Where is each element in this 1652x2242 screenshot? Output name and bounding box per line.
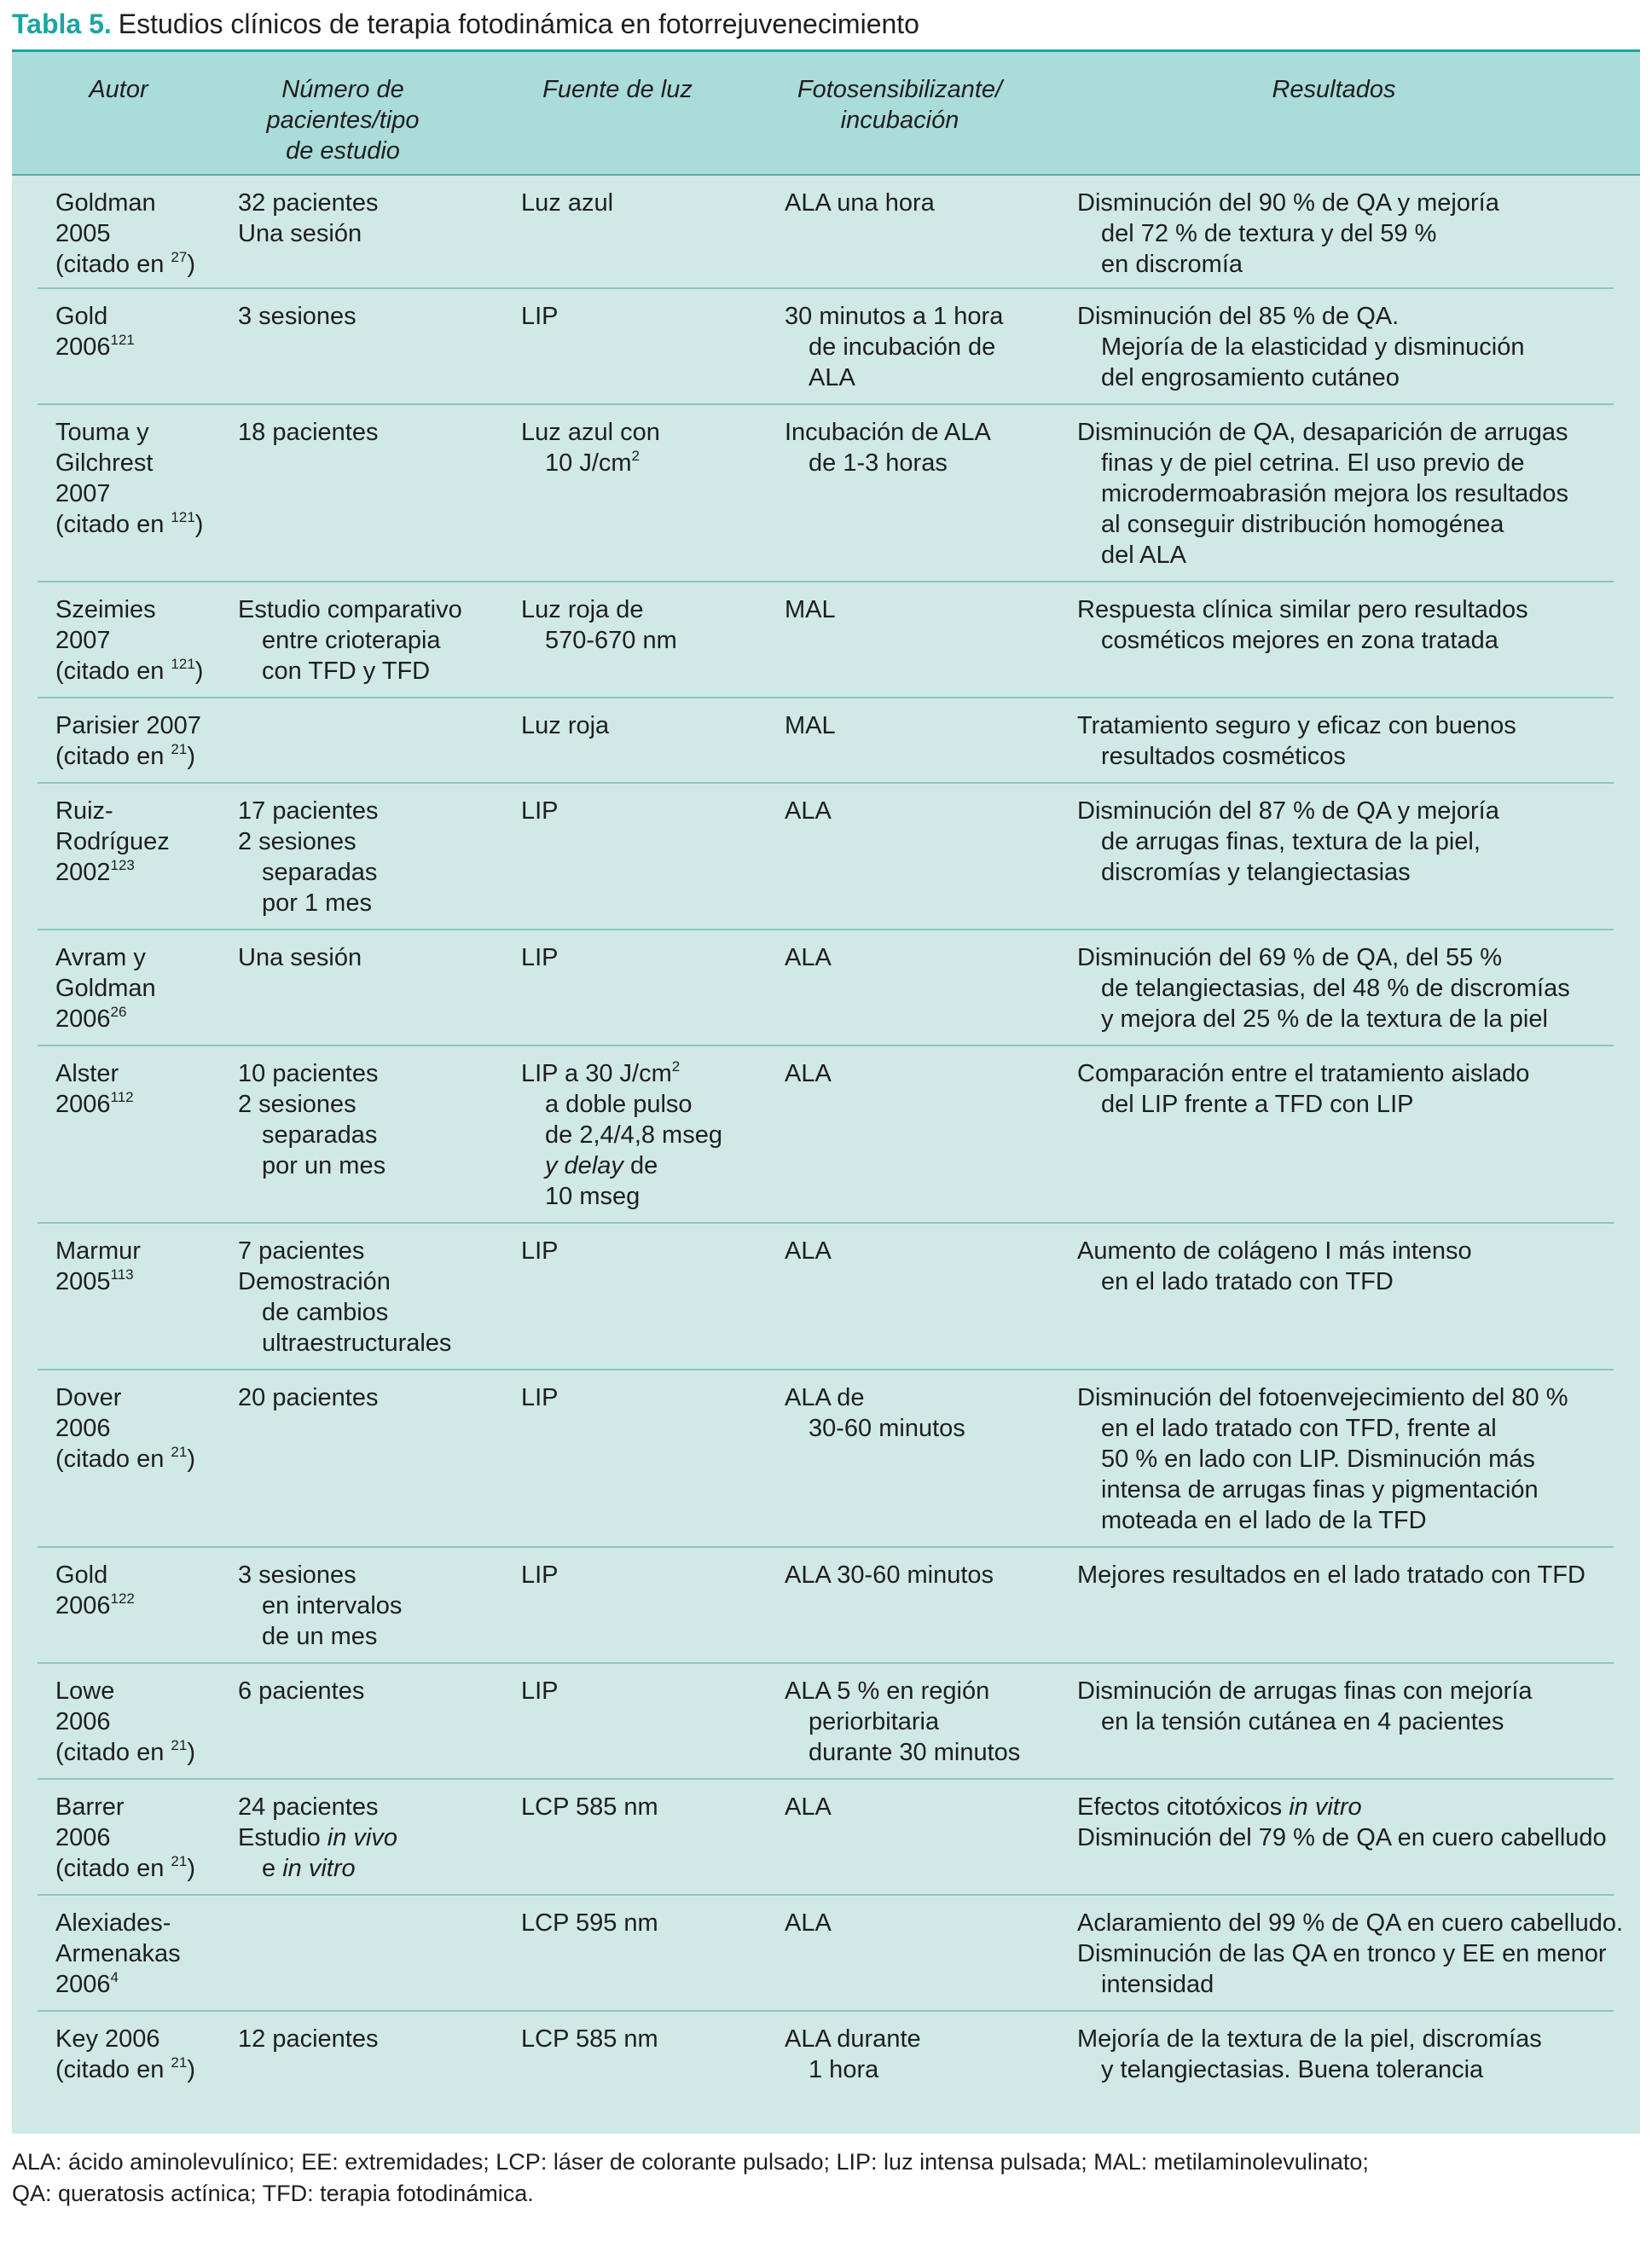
cell-line: Gold xyxy=(55,1561,108,1589)
cell-line: en intervalos xyxy=(262,1592,403,1619)
cell-line: y telangiectasias. Buena tolerancia xyxy=(1101,2056,1484,2083)
cell-line: Gold xyxy=(55,303,108,330)
table-row xyxy=(38,289,1614,405)
cell-numero xyxy=(238,188,378,249)
cell-line: de 2,4/4,8 mseg xyxy=(545,1121,722,1149)
cell-line: Luz azul con xyxy=(521,419,660,446)
cell-line: separadas xyxy=(262,859,378,886)
table-row xyxy=(38,784,1614,930)
cell-numero xyxy=(238,2024,378,2054)
cell-line: ALA 5 % en región xyxy=(785,1677,990,1705)
cell-line: e in vitro xyxy=(262,1855,356,1882)
cell-fuente xyxy=(521,1058,722,1212)
cell-line: LCP 585 nm xyxy=(521,2025,658,2053)
cell-fotosensibilizante xyxy=(785,1058,832,1089)
cell-line: Disminución del 90 % de QA y mejoría xyxy=(1077,189,1499,217)
cell-line: finas y de piel cetrina. El uso previo de xyxy=(1101,449,1525,477)
cell-numero xyxy=(238,594,462,687)
cell-line: Comparación entre el tratamiento aislado xyxy=(1077,1060,1530,1087)
cell-line: Aumento de colágeno I más intenso xyxy=(1077,1237,1472,1265)
cell-fotosensibilizante xyxy=(785,417,991,478)
cell-line: ALA xyxy=(785,1237,832,1265)
cell-autor xyxy=(55,1676,195,1768)
cell-line: microdermoabrasión mejora los resultados xyxy=(1101,480,1569,507)
cell-line: Marmur xyxy=(55,1237,141,1265)
cell-line: 2007 xyxy=(55,480,111,507)
cell-autor xyxy=(55,1382,195,1474)
cell-line: Gilchrest xyxy=(55,449,154,477)
cell-line: ALA xyxy=(785,1793,832,1821)
cell-line: del ALA xyxy=(1101,542,1186,569)
cell-line: LIP xyxy=(521,1677,559,1705)
cell-line: Respuesta clínica similar pero resultados xyxy=(1077,596,1528,623)
table-row xyxy=(38,1370,1614,1548)
cell-fotosensibilizante xyxy=(785,301,1003,393)
cell-numero xyxy=(238,796,378,918)
table-row xyxy=(38,1896,1624,2012)
cell-fuente xyxy=(521,796,559,826)
cell-line: 7 pacientes xyxy=(238,1237,365,1265)
cell-resultados xyxy=(1077,417,1568,571)
cell-fotosensibilizante xyxy=(785,1792,832,1822)
cell-line: Szeimies xyxy=(55,596,156,623)
table-row xyxy=(38,582,1614,698)
cell-fuente xyxy=(521,1382,559,1413)
cell-line: resultados cosméticos xyxy=(1101,743,1346,770)
cell-line: periorbitaria xyxy=(809,1708,940,1735)
cell-line: 2007 xyxy=(55,627,111,654)
cell-fuente xyxy=(521,1908,658,1938)
cell-line: Aclaramiento del 99 % de QA en cuero cabelludo. xyxy=(1077,1909,1624,1937)
cell-numero xyxy=(238,1676,364,1706)
cell-line: 6 pacientes xyxy=(238,1677,365,1705)
cell-line: (citado en $^{21}$) xyxy=(55,1444,196,1473)
cell-line: Disminución del fotoenvejecimiento del 80 % xyxy=(1077,1384,1568,1411)
cell-fotosensibilizante xyxy=(785,1676,1020,1768)
cell-line: Dover xyxy=(55,1384,122,1411)
cell-line: de incubación de xyxy=(809,333,996,361)
cell-line: ALA durante xyxy=(785,2025,921,2053)
cell-line: 12 pacientes xyxy=(238,2025,379,2053)
cell-line: Touma y xyxy=(55,419,149,446)
cell-resultados xyxy=(1077,796,1499,888)
header-autor: Autor xyxy=(89,76,148,103)
cell-line: MAL xyxy=(785,596,836,623)
cell-autor xyxy=(55,594,203,687)
cell-autor xyxy=(55,796,170,888)
cell-line: Rodríguez xyxy=(55,828,170,855)
cell-line: 2 sesiones xyxy=(238,828,356,855)
cell-numero xyxy=(238,1382,378,1413)
cell-line: Demostración xyxy=(238,1268,391,1295)
cell-line: Disminución del 85 % de QA. xyxy=(1077,303,1400,330)
cell-line: 2002$^{123}$ xyxy=(55,857,135,886)
cell-line: 30-60 minutos xyxy=(809,1415,965,1442)
cell-autor xyxy=(55,2024,195,2085)
header-fotosensibilizante: Fotosensibilizante/ incubación xyxy=(797,76,1003,134)
table-row xyxy=(38,2012,1614,2114)
cell-line: cosméticos mejores en zona tratada xyxy=(1101,627,1498,654)
table-caption xyxy=(12,5,919,43)
cell-line: ALA xyxy=(785,797,832,825)
cell-line: Disminución del 69 % de QA, del 55 % xyxy=(1077,944,1503,971)
cell-line: 570-670 nm xyxy=(545,627,677,654)
cell-line: en la tensión cutánea en 4 pacientes xyxy=(1101,1708,1504,1735)
cell-line: (citado en $^{21}$) xyxy=(55,1737,196,1766)
cell-line: (citado en $^{21}$) xyxy=(55,2054,196,2083)
cell-line: Luz azul xyxy=(521,189,614,217)
cell-line: entre crioterapia xyxy=(262,627,441,654)
cell-line: de 1-3 horas xyxy=(809,449,948,477)
cell-line: Incubación de ALA xyxy=(785,419,991,446)
cell-line: MAL xyxy=(785,712,836,739)
cell-line: (citado en $^{27}$) xyxy=(55,249,196,278)
cell-line: Disminución de las QA en tronco y EE en menor xyxy=(1077,1940,1607,1967)
cell-line: Una sesión xyxy=(238,220,362,247)
cell-line: ALA 30-60 minutos xyxy=(785,1561,994,1589)
table-label: Tabla 5. xyxy=(12,9,112,39)
cell-numero xyxy=(238,1058,385,1181)
cell-autor xyxy=(55,1560,135,1621)
cell-line: LCP 595 nm xyxy=(521,1909,658,1937)
cell-line: Mejoría de la elasticidad y disminución xyxy=(1101,333,1525,361)
cell-line: 18 pacientes xyxy=(238,419,379,446)
cell-line: moteada en el lado de la TFD xyxy=(1101,1507,1427,1534)
cell-line: de arrugas finas, textura de la piel, xyxy=(1101,828,1481,855)
cell-resultados xyxy=(1077,1560,1585,1590)
cell-line: al conseguir distribución homogénea xyxy=(1101,511,1504,538)
cell-line: ultraestructurales xyxy=(262,1330,452,1357)
cell-line: ALA xyxy=(809,364,855,391)
footnote-line: ALA: ácido aminolevulínico; EE: extremidades; LCP: láser de colorante pulsado; LIP: luz intensa pulsada; MAL: metilaminolevulinato; xyxy=(12,2149,1369,2175)
cell-resultados xyxy=(1077,1908,1623,2000)
cell-line: 2006$^{122}$ xyxy=(55,1590,135,1619)
cell-autor xyxy=(55,1792,195,1884)
table xyxy=(12,49,1640,2134)
cell-line: intensidad xyxy=(1101,1971,1214,1998)
cell-autor xyxy=(55,417,203,540)
cell-numero xyxy=(238,1236,451,1359)
cell-line: Alexiades- xyxy=(55,1909,171,1937)
cell-fuente xyxy=(521,1236,559,1266)
cell-line: de un mes xyxy=(262,1623,378,1650)
table-header xyxy=(12,52,1640,176)
cell-line: del 72 % de textura y del 59 % xyxy=(1101,220,1437,247)
table-body xyxy=(12,176,1640,2114)
cell-line: Key 2006 xyxy=(55,2025,160,2053)
cell-fuente xyxy=(521,301,559,332)
cell-resultados xyxy=(1077,1792,1607,1853)
cell-line: 2006$^{121}$ xyxy=(55,332,135,361)
cell-numero xyxy=(238,942,362,973)
cell-numero xyxy=(238,301,356,332)
cell-resultados xyxy=(1077,1676,1533,1737)
footnote xyxy=(12,2146,1369,2210)
cell-fotosensibilizante xyxy=(785,1236,832,1266)
cell-line: Ruiz- xyxy=(55,797,113,825)
cell-line: Goldman xyxy=(55,975,156,1002)
cell-fuente xyxy=(521,1792,658,1822)
header-numero: Número de pacientes/tipo de estudio xyxy=(266,76,420,165)
cell-resultados xyxy=(1077,301,1524,393)
cell-line: ALA xyxy=(785,944,832,971)
cell-line: y delay de xyxy=(545,1152,658,1179)
cell-line: 2005 xyxy=(55,220,111,247)
cell-line: ALA una hora xyxy=(785,189,935,217)
cell-line: 24 pacientes xyxy=(238,1793,379,1821)
cell-fuente xyxy=(521,1560,559,1590)
cell-line: Una sesión xyxy=(238,944,362,971)
cell-autor xyxy=(55,710,201,772)
cell-line: 30 minutos a 1 hora xyxy=(785,303,1004,330)
cell-autor xyxy=(55,1058,134,1120)
cell-line: por 1 mes xyxy=(262,889,372,917)
cell-line: 10 pacientes xyxy=(238,1060,379,1087)
table-row xyxy=(38,176,1614,289)
cell-line: (citado en $^{121}$) xyxy=(55,509,204,538)
cell-fotosensibilizante xyxy=(785,1908,832,1938)
cell-numero xyxy=(238,1560,402,1652)
cell-line: del engrosamiento cutáneo xyxy=(1101,364,1400,391)
cell-line: Tratamiento seguro y eficaz con buenos xyxy=(1077,712,1516,739)
cell-line: 2006 xyxy=(55,1708,111,1735)
cell-autor xyxy=(55,942,156,1034)
cell-line: con TFD y TFD xyxy=(262,658,431,685)
cell-resultados xyxy=(1077,942,1570,1034)
cell-resultados xyxy=(1077,594,1528,656)
cell-line: 2 sesiones xyxy=(238,1091,356,1118)
cell-line: Alster xyxy=(55,1060,119,1087)
cell-fotosensibilizante xyxy=(785,942,832,973)
cell-line: intensa de arrugas finas y pigmentación xyxy=(1101,1476,1539,1503)
table-row xyxy=(38,405,1614,582)
cell-line: Disminución de QA, desaparición de arrugas xyxy=(1077,419,1568,446)
table-row xyxy=(38,698,1614,784)
header-resultados: Resultados xyxy=(1272,76,1396,103)
cell-line: LIP a 30 $J/cm^2$ xyxy=(521,1058,681,1087)
cell-line: en el lado tratado con TFD, frente al xyxy=(1101,1415,1497,1442)
cell-fotosensibilizante xyxy=(785,594,836,625)
cell-line: en el lado tratado con TFD xyxy=(1101,1268,1394,1295)
cell-resultados xyxy=(1077,1058,1529,1120)
cell-line: Lowe xyxy=(55,1677,115,1705)
cell-fuente xyxy=(521,2024,658,2054)
cell-line: Disminución del 79 % de QA en cuero cabelludo xyxy=(1077,1824,1607,1851)
cell-line: ALA xyxy=(785,1909,832,1937)
cell-line: ALA xyxy=(785,1060,832,1087)
cell-line: Mejoría de la textura de la piel, discromías xyxy=(1077,2025,1542,2053)
cell-line: Disminución de arrugas finas con mejoría xyxy=(1077,1677,1533,1705)
cell-numero xyxy=(238,417,378,448)
cell-resultados xyxy=(1077,2024,1542,2085)
cell-line: 2006$^{112}$ xyxy=(55,1089,134,1118)
cell-line: (citado en $^{21}$) xyxy=(55,741,196,770)
cell-fuente xyxy=(521,710,609,741)
footnote-line: QA: queratosis actínica; TFD: terapia fotodinámica. xyxy=(12,2181,534,2206)
cell-numero xyxy=(238,1792,397,1884)
cell-line: Barrer xyxy=(55,1793,125,1821)
cell-line: en discromía xyxy=(1101,251,1243,278)
table-row xyxy=(38,1046,1614,1224)
cell-line: Luz roja de xyxy=(521,596,644,623)
cell-line: de cambios xyxy=(262,1299,389,1326)
cell-line: 2006 xyxy=(55,1824,111,1851)
cell-line: LIP xyxy=(521,303,559,330)
cell-line: 3 sesiones xyxy=(238,1561,356,1589)
cell-resultados xyxy=(1077,710,1516,772)
cell-line: 2006 xyxy=(55,1415,111,1442)
cell-line: de telangiectasias, del 48 % de discromías xyxy=(1101,975,1570,1002)
cell-line: 10 $J/cm^2$ xyxy=(545,448,640,477)
cell-line: (citado en $^{21}$) xyxy=(55,1853,196,1882)
cell-line: y mejora del 25 % de la textura de la piel xyxy=(1101,1005,1548,1033)
cell-line: (citado en $^{121}$) xyxy=(55,656,204,685)
cell-line: 1 hora xyxy=(809,2056,879,2083)
cell-line: LIP xyxy=(521,797,559,825)
cell-line: LIP xyxy=(521,1561,559,1589)
cell-resultados xyxy=(1077,1236,1472,1297)
cell-line: Goldman xyxy=(55,189,156,217)
cell-fuente xyxy=(521,942,559,973)
cell-fotosensibilizante xyxy=(785,1382,965,1444)
cell-line: 2005$^{113}$ xyxy=(55,1266,134,1295)
cell-line: 2006$^{26}$ xyxy=(55,1004,127,1033)
cell-fotosensibilizante xyxy=(785,2024,921,2085)
table-row xyxy=(38,1224,1614,1370)
cell-autor xyxy=(55,301,135,362)
cell-line: Estudio in vivo xyxy=(238,1824,397,1851)
cell-line: LIP xyxy=(521,1384,559,1411)
cell-line: 3 sesiones xyxy=(238,303,356,330)
cell-line: separadas xyxy=(262,1121,378,1149)
cell-line: por un mes xyxy=(262,1152,386,1179)
table-title: Estudios clínicos de terapia fotodinámica en fotorrejuvenecimiento xyxy=(118,9,919,39)
cell-line: LCP 585 nm xyxy=(521,1793,658,1821)
cell-line: durante 30 minutos xyxy=(809,1739,1021,1766)
cell-line: 20 pacientes xyxy=(238,1384,379,1411)
cell-resultados xyxy=(1077,1382,1568,1536)
cell-fotosensibilizante xyxy=(785,188,935,218)
cell-autor xyxy=(55,1236,141,1297)
cell-line: 32 pacientes xyxy=(238,189,379,217)
cell-fuente xyxy=(521,417,660,478)
cell-line: Disminución del 87 % de QA y mejoría xyxy=(1077,797,1499,825)
table-row xyxy=(38,1780,1614,1896)
cell-line: Armenakas xyxy=(55,1940,181,1967)
cell-line: ALA de xyxy=(785,1384,865,1411)
cell-line: Luz roja xyxy=(521,712,610,739)
cell-line: Avram y xyxy=(55,944,146,971)
cell-line: Efectos citotóxicos in vitro xyxy=(1077,1793,1362,1821)
cell-line: Mejores resultados en el lado tratado con TFD xyxy=(1077,1561,1585,1589)
table-row xyxy=(38,930,1614,1046)
cell-autor xyxy=(55,188,195,280)
cell-autor xyxy=(55,1908,181,2000)
table-row xyxy=(38,1664,1614,1780)
cell-line: 10 mseg xyxy=(545,1183,641,1210)
cell-line: del LIP frente a TFD con LIP xyxy=(1101,1091,1414,1118)
header-fuente: Fuente de luz xyxy=(542,76,693,103)
cell-resultados xyxy=(1077,188,1499,280)
cell-fuente xyxy=(521,188,613,218)
table-row xyxy=(38,1548,1614,1664)
cell-line: Parisier 2007 xyxy=(55,712,201,739)
cell-line: a doble pulso xyxy=(545,1091,693,1118)
cell-fotosensibilizante xyxy=(785,1560,994,1590)
cell-line: LIP xyxy=(521,944,559,971)
cell-line: 50 % en lado con LIP. Disminución más xyxy=(1101,1445,1535,1473)
cell-line: Estudio comparativo xyxy=(238,596,462,623)
cell-line: 17 pacientes xyxy=(238,797,379,825)
cell-fuente xyxy=(521,594,677,656)
cell-line: 2006$^4$ xyxy=(55,1969,119,1998)
cell-fotosensibilizante xyxy=(785,796,832,826)
cell-fuente xyxy=(521,1676,559,1706)
cell-line: LIP xyxy=(521,1237,559,1265)
cell-line: discromías y telangiectasias xyxy=(1101,859,1411,886)
cell-fotosensibilizante xyxy=(785,710,836,741)
